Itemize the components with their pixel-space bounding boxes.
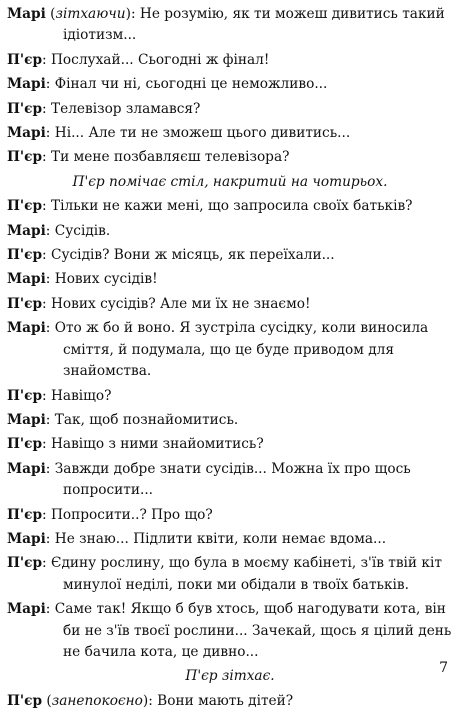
dialogue-line	[7, 410, 453, 431]
dialogue-text: : Ні... Але ти не зможеш цього дивитись...	[45, 125, 351, 142]
dialogue-text: : Ти мене позбавляєш телевізора?	[42, 149, 290, 166]
dialogue-text: : Єдину рослину, що була в моєму кабінеті, з'їв твій кіт минулої неділі, поки ми обідали в твоїх батьків.	[42, 555, 442, 593]
dialogue-text: : Так, щоб познайомитись.	[45, 411, 239, 428]
speaker-name: Марі	[7, 6, 46, 22]
dialogue-line	[7, 269, 453, 290]
dialogue-text: : Нових сусідів!	[45, 271, 158, 288]
dialogue-line	[7, 434, 453, 455]
dialogue-line	[7, 74, 453, 95]
dialogue-text: : Послухай... Сьогодні ж фінал!	[42, 51, 270, 68]
speaker-name: П'єр	[7, 149, 43, 166]
speaker-name: П'єр	[7, 51, 43, 68]
speaker-name: Марі	[7, 320, 46, 337]
dialogue-line	[7, 459, 453, 502]
speaker-name: Марі	[7, 125, 46, 142]
speaker-name: П'єр	[7, 100, 43, 117]
speaker-name: Марі	[7, 411, 46, 428]
dialogue-line	[7, 294, 453, 315]
speaker-name: Марі	[7, 271, 46, 288]
speaker-name: П'єр	[7, 247, 43, 264]
speaker-name: Марі	[7, 530, 46, 547]
dialogue-line	[7, 147, 453, 168]
dialogue-line	[7, 318, 453, 382]
script-page	[7, 4, 453, 715]
dialogue-line	[7, 553, 453, 596]
speaker-name: Марі	[7, 222, 46, 239]
dialogue-text: : Нових сусідів? Але ми їх не знаємо!	[42, 295, 311, 312]
speaker-name: П'єр	[7, 295, 43, 312]
dialogue-text: : Вони мають дітей?	[148, 692, 294, 709]
dialogue-text: : Навіщо?	[42, 387, 112, 404]
dialogue-line: Марі (зітхаючи): Не розумію, як ти можеш дивитись такий ідіотизм...	[7, 6, 445, 44]
dialogue-line	[7, 123, 453, 144]
dialogue-text: : Фінал чи ні, сьогодні це неможливо...	[45, 76, 328, 93]
dialogue-text: : Навіщо з ними знайомитись?	[42, 436, 264, 453]
dialogue-line	[7, 245, 453, 266]
stage-direction: П'єр зітхає.	[185, 668, 275, 685]
dialogue-line	[7, 599, 453, 663]
dialogue-line	[7, 99, 453, 120]
dialogue-text: : Завжди добре знати сусідів... Можна їх про щось попросити...	[45, 460, 411, 499]
speaker-name: Марі	[7, 601, 46, 618]
speaker-name: П'єр	[7, 436, 43, 453]
page-number: 7	[439, 660, 448, 676]
speaker-name: Марі	[7, 76, 46, 93]
dialogue-line	[7, 221, 453, 242]
dialogue-line	[7, 505, 453, 526]
dialogue-text: : Попросити..? Про що?	[42, 506, 213, 523]
dialogue-text: : Саме так! Якщо б був хтось, щоб нагодувати кота, він би не з'їв твоєї рослини... Зачекай, щось я цілий день не бачила кота, це дивно...	[45, 601, 452, 660]
stage-note: занепокоєно	[51, 692, 143, 709]
dialogue-text: : Сусідів? Вони ж місяць, як переїхали...	[42, 247, 335, 264]
stage-note: зітхаючи	[55, 6, 126, 22]
dialogue-line	[7, 529, 453, 550]
dialogue-line	[7, 50, 453, 71]
dialogue-line	[7, 386, 453, 407]
stage-direction: П'єр помічає стіл, накритий на чотирьох.	[72, 173, 388, 190]
speaker-name: Марі	[7, 460, 46, 477]
dialogue-text: : Тільки не кажи мені, що запросила своїх батьків?	[42, 198, 413, 215]
dialogue-text: : Ото ж бо й воно. Я зустріла сусідку, коли виносила сміття, й подумала, що це буде приводом для знайомства.	[45, 320, 429, 380]
dialogue-text: : Телевізор зламався?	[42, 100, 201, 117]
dialogue-text: : Не знаю... Підлити квіти, коли немає вдома...	[45, 530, 387, 547]
speaker-name: П'єр	[7, 506, 43, 523]
speaker-name: П'єр	[7, 198, 43, 215]
dialogue-text: : Сусідів.	[45, 222, 111, 239]
dialogue-line	[7, 196, 453, 217]
speaker-name: П'єр	[7, 387, 43, 404]
speaker-name: П'єр	[7, 692, 43, 709]
dialogue-text: : Не розумію, як ти можеш дивитись такий ідіотизм...	[63, 6, 445, 44]
speaker-name: П'єр	[7, 555, 43, 572]
dialogue-line: П'єр (занепокоєно): Вони мають дітей?	[7, 692, 294, 709]
